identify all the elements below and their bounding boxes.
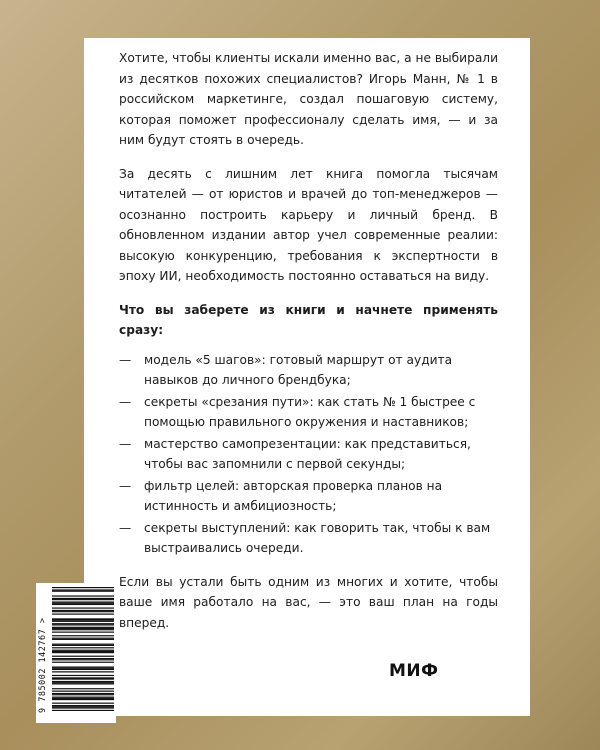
barcode-bar <box>52 671 114 672</box>
barcode-bar <box>52 587 114 588</box>
barcode-bar <box>52 697 114 698</box>
barcode-bar <box>52 620 114 621</box>
closing-paragraph: Если вы устали быть одним из многих и хотите, чтобы ваше имя работало на вас, — это ваш план на годы вперед. <box>119 574 498 630</box>
barcode-bar <box>52 624 114 625</box>
barcode-bar <box>52 698 114 699</box>
barcode-bars <box>36 583 116 723</box>
list-dash: — <box>119 352 132 367</box>
barcode-bar <box>52 611 114 612</box>
history-paragraph: За десять с лишним лет книга помогла тысячам читателей — от юристов и врачей до топ-менеджеров — осознанно построить карьеру и личный бренд. В обновленном издании автор учел современные реалии: высокую конкуренцию, требования к экспертности в эпоху ИИ, необходимость постоянно оставаться на виду. <box>119 166 498 283</box>
barcode-bar <box>52 610 114 611</box>
barcode-bar <box>52 707 114 708</box>
barcode-bar <box>52 621 114 622</box>
barcode-bar <box>52 632 114 633</box>
barcode-bar <box>52 693 114 694</box>
barcode-bar <box>52 679 114 680</box>
barcode-bar <box>52 618 114 619</box>
barcode-bar <box>52 604 114 605</box>
list-item <box>119 434 498 475</box>
list-item <box>119 518 498 559</box>
barcode-bar <box>52 706 114 707</box>
barcode-bar <box>52 627 114 628</box>
list-item-text: секреты «срезания пути»: как стать № 1 быстрее с помощью правильного окружения и наставников; <box>144 394 476 429</box>
barcode-bar <box>52 703 114 704</box>
barcode-bar <box>52 599 114 600</box>
barcode-bar <box>52 688 114 689</box>
barcode-bar <box>52 607 114 608</box>
isbn-digits: 9 785002 142767 > <box>38 617 48 713</box>
barcode-bar <box>52 683 114 684</box>
barcode-bar <box>52 659 114 660</box>
barcode-bar <box>52 595 114 596</box>
list-item <box>119 476 498 517</box>
list-dash: — <box>119 394 132 409</box>
barcode-bar <box>52 623 114 624</box>
barcode-bar <box>52 598 114 599</box>
barcode-bar <box>52 694 114 695</box>
list-item-text: секреты выступлений: как говорить так, чтобы к вам выстраивались очереди. <box>144 520 491 555</box>
barcode-bar <box>52 645 114 646</box>
barcode-bar <box>52 656 114 657</box>
barcode-bar <box>52 677 114 678</box>
barcode-bar <box>52 658 114 659</box>
barcode-bar <box>52 638 114 639</box>
barcode-bar <box>52 668 114 669</box>
barcode-bar <box>52 705 114 706</box>
list-dash: — <box>119 520 132 535</box>
list-item <box>119 350 498 391</box>
barcode-bar <box>52 652 114 653</box>
barcode-bar <box>52 589 114 590</box>
list-item-text: фильтр целей: авторская проверка планов на истинность и амбициозность; <box>144 478 443 513</box>
barcode-bar <box>52 691 114 692</box>
barcode-bar <box>52 647 114 648</box>
isbn-barcode <box>36 583 116 723</box>
barcode-bar <box>52 613 114 614</box>
barcode-bar <box>52 699 114 700</box>
barcode-bar <box>52 591 114 592</box>
barcode-bar <box>52 644 114 645</box>
barcode-bar <box>52 639 114 640</box>
intro-paragraph: Хотите, чтобы клиенты искали именно вас, а не выбирали из десятков похожих специалистов? Игорь Манн, № 1 в российском маркетинге, создал пошаговую систему, которая поможет профессионалу сделать имя, — и за ним будут стоять в очередь. <box>119 51 498 147</box>
barcode-bar <box>52 603 114 604</box>
list-item <box>119 392 498 433</box>
barcode-bar <box>52 681 114 682</box>
barcode-bar <box>52 666 114 667</box>
barcode-bar <box>52 635 114 636</box>
benefits-heading: Что вы заберете из книги и начнете применять сразу: <box>119 302 498 337</box>
list-item-text: мастерство самопрезентации: как представиться, чтобы вас запомнили с первой секунды; <box>144 436 471 471</box>
barcode-bar <box>52 669 114 670</box>
barcode-bar <box>52 651 114 652</box>
barcode-bar <box>52 682 114 683</box>
barcode-bar <box>52 662 114 663</box>
publisher-logo: МИФ <box>389 661 439 681</box>
list-dash: — <box>119 436 132 451</box>
barcode-bar <box>52 629 114 630</box>
barcode-bar <box>52 710 114 711</box>
barcode-bar <box>52 650 114 651</box>
benefits-list <box>119 350 498 559</box>
list-dash: — <box>119 478 132 493</box>
annotation-text <box>119 48 498 646</box>
barcode-bar <box>52 628 114 629</box>
barcode-bar <box>52 675 114 676</box>
barcode-bar <box>52 601 114 602</box>
list-item-text: модель «5 шагов»: готовый маршрут от аудита навыков до личного брендбука; <box>144 352 453 387</box>
